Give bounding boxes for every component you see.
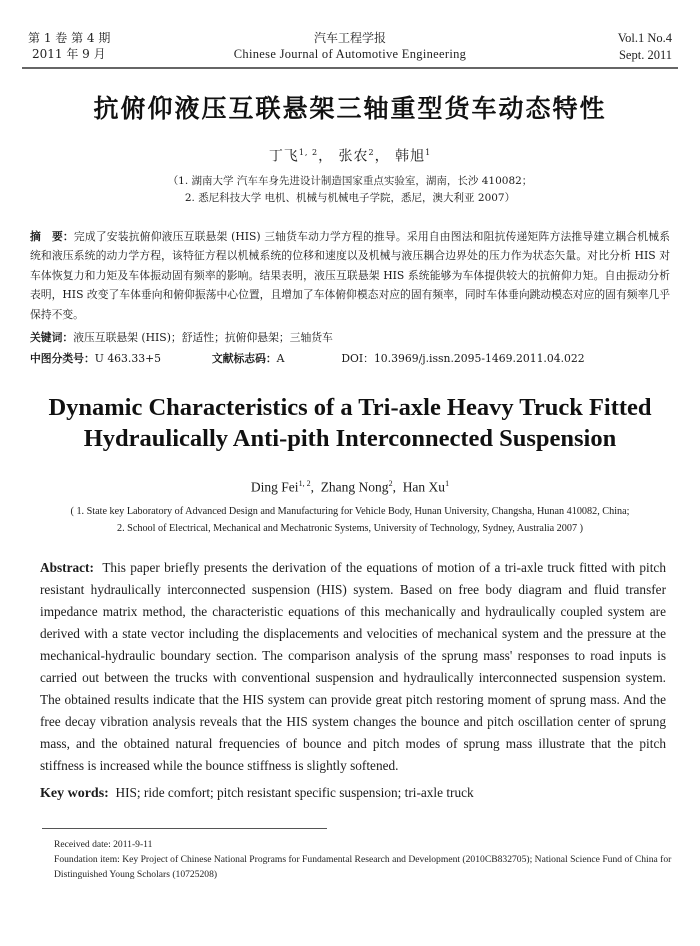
cn-keywords-text: 液压互联悬架 (HIS)；舒适性；抗俯仰悬架；三轴货车 <box>73 331 333 345</box>
en-affiliations <box>22 503 678 537</box>
doi-label: DOI： <box>341 352 374 366</box>
journal-name-cn: 汽车工程学报 <box>313 31 386 45</box>
author-affil-sup: 2 <box>388 479 393 489</box>
affiliation-line: ( 1. State key Laboratory of Advanced Design and Manufacturing for Vehicle Body, Hunan University, Changsha, Hunan 410082, China; <box>70 505 630 517</box>
affiliation-line: （1. 湖南大学 汽车车身先进设计制造国家重点实验室，湖南，长沙 410082； <box>167 174 533 187</box>
author-name: Ding Fei <box>250 479 299 495</box>
author-name: 张农 <box>338 148 369 165</box>
en-abstract-section <box>22 557 678 804</box>
affiliation-line: 2. School of Electrical, Mechanical and Mechatronic Systems, University of Technology, Sydney, Australia 2007 ) <box>116 522 583 534</box>
author-affil-sup: 2 <box>368 148 375 157</box>
cn-abstract-label: 摘 要： <box>30 229 74 243</box>
header-rule <box>22 67 678 69</box>
cn-classification <box>30 349 670 368</box>
author-affil-sup: 1 <box>445 479 450 489</box>
journal-name-en: Chinese Journal of Automotive Engineering <box>233 47 467 61</box>
en-title-line: Dynamic Characteristics of a Tri-axle Heavy Truck Fitted <box>48 394 652 422</box>
clc-value: U 463.33+5 <box>94 352 162 366</box>
running-header-center <box>190 30 510 62</box>
author-affil-sup: 1, 2 <box>298 148 319 157</box>
running-header-right <box>542 30 672 64</box>
cn-title: 抗俯仰液压互联悬架三轴重型货车动态特性 <box>93 94 607 123</box>
footnote <box>22 837 678 882</box>
en-title <box>22 392 678 454</box>
author-name: 丁飞 <box>268 148 299 165</box>
foundation-item: Foundation item: Key Project of Chinese National Programs for Fundamental Research and Development (2010CB832705); National Science Fund of China for Distinguished Young Scholars (10725208) <box>54 853 672 880</box>
cn-keywords-label: 关键词： <box>30 331 74 345</box>
en-abstract <box>40 557 666 777</box>
received-date: Received date: 2011-9-11 <box>54 838 153 850</box>
affiliation-line: 2. 悉尼科技大学 电机、机械与机械电子学院，悉尼，澳大利亚 2007） <box>184 191 516 204</box>
en-keywords-label: Key words: <box>40 785 109 801</box>
en-keywords <box>40 783 666 804</box>
en-keywords-text: HIS; ride comfort; pitch resistant specific suspension; tri-axle truck <box>115 784 474 800</box>
cn-abstract-section <box>22 227 678 369</box>
en-title-line: Hydraulically Anti-pith Interconnected Suspension <box>83 425 617 453</box>
doi-value: 10.3969/j.issn.2095-1469.2011.04.022 <box>373 352 585 366</box>
author-name: Han Xu <box>402 479 446 495</box>
date-en: Sept. 2011 <box>618 48 672 62</box>
cn-abstract-text: 完成了安装抗俯仰液压互联悬架 (HIS) 三轴货车动力学方程的推导。采用自由图法和阻抗传递矩阵方法推导建立耦合机械系统和液压系统的动力学方程，该特征方程以机械系统的位移和速度以及机械与液压耦合边界处的压力作为状态矢量。对比分析 HIS 对车体恢复力和力矩及车体振动固有频率的影响。结果表明，液压互联悬架 HIS 系统能够为车体提供较大的抗俯仰力矩。自由振动分析表明，HIS 改变了车体垂向和俯仰振荡中心位置，且增加了车体俯仰模态对应的固有频率，同时车体垂向跳动模态对应的固有频率几乎保持不变。 <box>30 229 670 321</box>
en-abstract-label: Abstract: <box>40 559 94 575</box>
date-cn: 2011 年 9 月 <box>32 47 106 61</box>
doc-code-label: 文献标志码： <box>211 352 277 366</box>
cn-keywords <box>30 328 670 347</box>
volume-issue-cn: 第 1 卷 第 4 期 <box>28 31 111 45</box>
author-affil-sup: 1 <box>425 148 432 157</box>
running-header-left <box>28 30 158 62</box>
cn-abstract <box>30 227 670 325</box>
cn-affiliations <box>22 173 678 207</box>
running-header <box>22 30 678 64</box>
doc-code-value: A <box>276 352 285 366</box>
cn-authors: 丁飞$^{1, 2}$， 张农$^2$， 韩旭$^1$ <box>268 148 432 165</box>
author-name: 韩旭 <box>395 148 426 165</box>
en-authors: Ding Fei$^{1, 2}$, Zhang Nong$^2$, Han Xu$^1$ <box>250 479 450 495</box>
author-affil-sup: 1, 2 <box>298 479 311 489</box>
author-name: Zhang Nong <box>320 479 389 495</box>
footnote-rule <box>42 828 327 829</box>
clc-label: 中图分类号： <box>30 352 95 366</box>
en-abstract-text: This paper briefly presents the derivation of the equations of motion of a tri-axle truck fitted with pitch resistant hydraulically interconnected suspension (HIS) system. Based on free body diagram and fluid transfer impedance matrix method, the characteristic equations of this mechanically and hydraulically coupled system are derived with a state vector including the displacements and velocities of mechanical system and the pressure at the mechanical-hydraulic boundary section. The comparison analysis of the sprung mass' responses to road inputs is carried out between the trucks with conventional suspension and hydraulically interconnected suspension system. The obtained results indicate that the HIS system can provide great pitch restoring moment of sprung mass. And the free decay vibration analysis reveals that the HIS system changes the bounce and pitch oscillation center of sprung mass, and the obtained natural frequencies of bounce and pitch modes of sprung mass illustrate that the pitch stiffness is increased while the bounce stiffness is slightly softened. <box>40 559 666 773</box>
volume-issue-en: Vol.1 No.4 <box>617 31 672 45</box>
